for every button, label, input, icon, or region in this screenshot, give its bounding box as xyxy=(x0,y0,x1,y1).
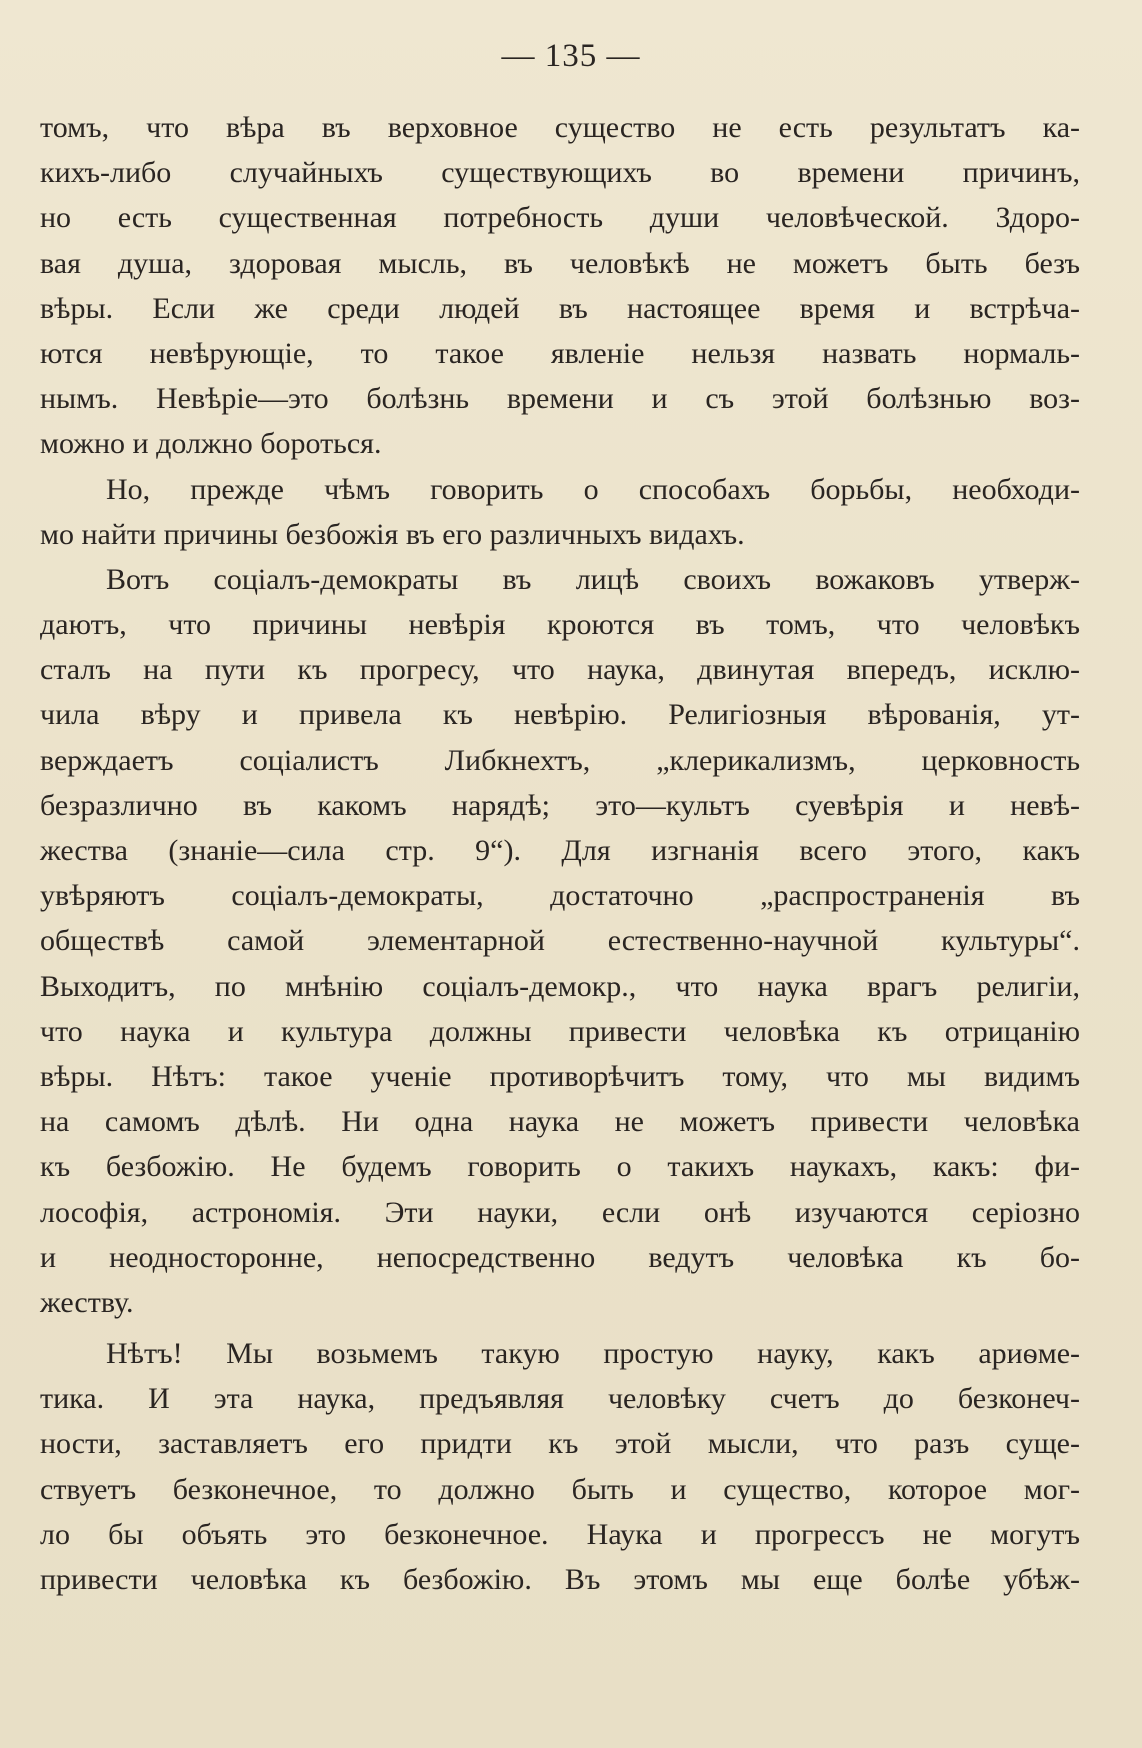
text-line: вая душа, здоровая мысль, въ человѣкѣ не можетъ быть безъ xyxy=(40,246,1080,280)
paragraph xyxy=(40,467,1080,557)
text-line: лософія, астрономія. Эти науки, если онѣ изучаются серіозно xyxy=(40,1195,1080,1229)
paragraph xyxy=(40,557,1080,1325)
text-line: верждаетъ соціалистъ Либкнехтъ, „клерикализмъ, церковность xyxy=(40,743,1080,777)
paragraph xyxy=(40,1331,1080,1602)
text-line: жеству. xyxy=(40,1285,134,1319)
text-line: и неодносторонне, непосредственно ведутъ человѣка къ бо- xyxy=(40,1240,1080,1274)
text-line: нымъ. Невѣріе—это болѣзнь времени и съ этой болѣзнью воз- xyxy=(40,382,1080,416)
text-line: даютъ, что причины невѣрія кроются въ томъ, что человѣкъ xyxy=(40,608,1080,642)
text-line: привести человѣка къ безбожію. Въ этомъ мы еще болѣе убѣж- xyxy=(40,1563,1080,1596)
text-line: обществѣ самой элементарной естественно-научной культуры“. xyxy=(40,924,1080,958)
text-line: мо найти причины безбожія въ его различныхъ видахъ. xyxy=(40,517,745,551)
text-line: къ безбожію. Не будемъ говорить о такихъ наукахъ, какъ: фи- xyxy=(40,1150,1080,1184)
body-text xyxy=(40,105,1080,1602)
paragraph xyxy=(40,105,1080,467)
text-line: увѣряютъ соціалъ-демократы, достаточно „распространенія въ xyxy=(40,879,1080,913)
text-line: Но, прежде чѣмъ говорить о способахъ борьбы, необходи- xyxy=(106,472,1080,506)
text-line: можно и должно бороться. xyxy=(40,427,382,461)
text-line: Нѣтъ! Мы возьмемъ такую простую науку, какъ ариѳме- xyxy=(106,1337,1080,1371)
text-line: Вотъ соціалъ-демократы въ лицѣ своихъ вожаковъ утверж- xyxy=(106,562,1080,596)
text-line: безразлично въ какомъ нарядѣ; это—культъ суевѣрія и невѣ- xyxy=(40,788,1080,822)
text-line: кихъ-либо случайныхъ существующихъ во времени причинъ, xyxy=(40,156,1080,190)
text-line: ствуетъ безконечное, то должно быть и существо, которое мог- xyxy=(40,1472,1080,1506)
text-line: ются невѣрующіе, то такое явленіе нельзя назвать нормаль- xyxy=(40,336,1080,370)
text-line: вѣры. Если же среди людей въ настоящее время и встрѣча- xyxy=(40,291,1080,325)
page-number: — 135 — xyxy=(501,38,641,74)
text-line: но есть существенная потребность души человѣческой. Здоро- xyxy=(40,201,1080,235)
text-line: Выходитъ, по мнѣнію соціалъ-демокр., что наука врагъ религіи, xyxy=(40,969,1080,1003)
text-line: жества (знаніе—сила стр. 9“). Для изгнанія всего этого, какъ xyxy=(40,834,1080,867)
text-line: на самомъ дѣлѣ. Ни одна наука не можетъ привести человѣка xyxy=(40,1105,1080,1139)
text-line: вѣры. Нѣтъ: такое ученіе противорѣчитъ тому, что мы видимъ xyxy=(40,1059,1080,1093)
text-line: сталъ на пути къ прогресу, что наука, двинутая впередъ, исклю- xyxy=(40,653,1080,687)
text-line: чила вѣру и привела къ невѣрію. Религіозныя вѣрованія, ут- xyxy=(40,698,1080,732)
text-line: ло бы объять это безконечное. Наука и прогрессъ не могутъ xyxy=(40,1517,1080,1551)
text-line: томъ, что вѣра въ верховное существо не есть результатъ ка- xyxy=(40,111,1080,144)
text-line: тика. И эта наука, предъявляя человѣку счетъ до безконеч- xyxy=(40,1382,1080,1416)
text-line: ности, заставляетъ его придти къ этой мысли, что разъ суще- xyxy=(40,1427,1080,1461)
text-line: что наука и культура должны привести человѣка къ отрицанію xyxy=(40,1014,1080,1048)
